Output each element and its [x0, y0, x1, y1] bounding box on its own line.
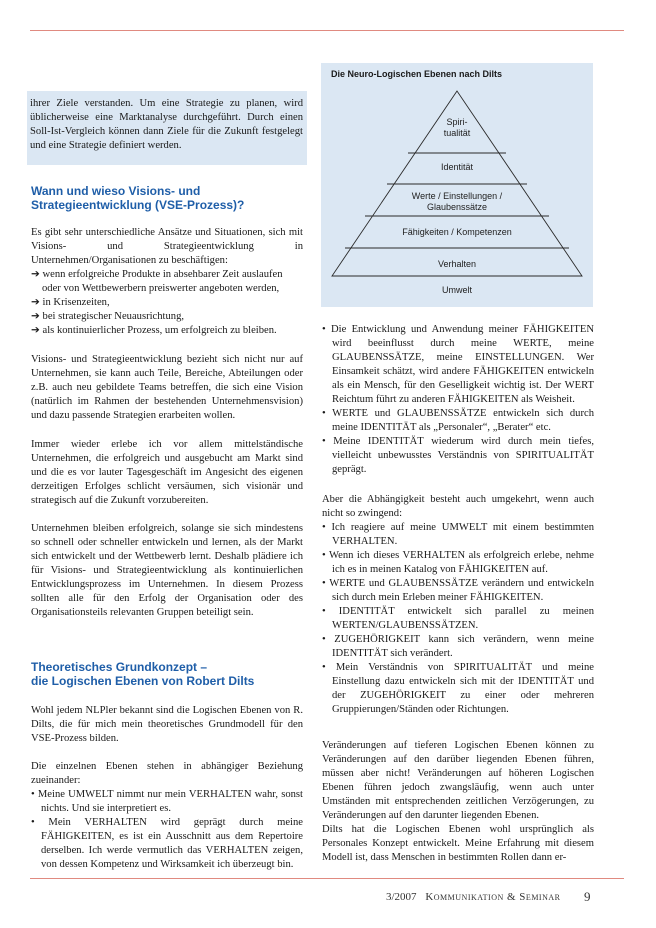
list-item: • Meine IDENTITÄT wiederum wird durch mein tiefes, vielleicht unbewusstes Verständnis von SPIRITUALITÄT geprägt.: [322, 436, 594, 475]
pyramid-diagram: [321, 63, 593, 307]
left-paragraph-3: Immer wieder erlebe ich vor allem mittelständische Unternehmen, die erfolgreich und ausgebucht am Markt sind und die es vor lauter Tagesgeschäft im Angesicht des eigenen derzeitigen Erfolges schlicht versäumen, sich visionär und strategisch auf die Zukunft vorzubereiten.: [31, 439, 303, 506]
left-paragraph-6: Die einzelnen Ebenen stehen in abhängiger Beziehung zueinander:: [31, 761, 303, 786]
pyramid-figure: [321, 63, 593, 307]
heading-dilts: Theoretisches Grundkonzept – die Logischen Ebenen von Robert Dilts: [31, 660, 255, 688]
magazine-name: Kommunikation & Seminar: [425, 891, 561, 903]
list-item: ➔ wenn erfolgreiche Produkte in absehbarer Zeit auslaufen: [31, 269, 283, 280]
level-label-faehigkeiten: Fähigkeiten / Kompetenzen: [402, 227, 512, 237]
left-paragraph-2: Visions- und Strategieentwicklung bezieht sich nicht nur auf Unternehmen, sie kann auch Teile, Bereiche, Abteilungen oder z.B. auch neu gebildete Teams betreffen, die sich eine Vision (natürlich im Rahmen der bestehenden Unternehmensvision) und dazu passende Strategien erarbeiten wollen.: [31, 354, 303, 421]
right-paragraph-3: Dilts hat die Logischen Ebenen wohl ursprünglich als Personales Konzept entwickelt. Meine Erfahrung mit diesem Modell ist, dass Menschen in bestimmten Rollen dann er-: [322, 824, 594, 863]
list-item: • Meine UMWELT nimmt nur mein VERHALTEN wahr, sonst nichts. Und sie interpretiert es.: [31, 789, 303, 814]
highlight-box: [27, 91, 307, 165]
list-item-continuation: oder von Wettbewerbern preiswerter angeboten werden,: [42, 283, 280, 294]
list-item: ➔ als kontinuierlicher Prozess, um erfolgreich zu bleiben.: [31, 325, 277, 336]
top-rule: [30, 30, 624, 31]
footer: [386, 891, 560, 903]
list-item: ➔ bei strategischer Neuausrichtung,: [31, 311, 185, 322]
left-paragraph-5: Wohl jedem NLPler bekannt sind die Logischen Ebenen von R. Dilts, die für mich mein theoretisches Grundmodell für den VSE-Prozess bilden.: [31, 705, 303, 744]
level-label-spiritualitaet: Spiri- tualität: [443, 117, 471, 138]
list-item: • Die Entwicklung und Anwendung meiner FÄHIGKEITEN wird beeinflusst durch meine WERTE, meine GLAUBENSSÄTZE, meine EINSTELLUNGEN. Wer Einsamkeit schätzt, wird andere FÄHIGKEITEN entwickeln als ein Mensch, für den Geselligkeit wichtig ist. Der WERT Reichtum führt zu anderen FÄHIGKEITEN als Weisheit.: [322, 324, 594, 405]
list-item: • WERTE und GLAUBENSSÄTZE entwickeln sich durch meine IDENTITÄT als „Personaler“, „Berater“ etc.: [322, 408, 594, 433]
right-paragraph-1: Aber die Abhängigkeit besteht auch umgekehrt, wenn auch nicht so zwingend:: [322, 494, 594, 519]
page-number: 9: [584, 889, 591, 904]
paragraph: Es gibt sehr unterschiedliche Ansätze und Situationen, sich mit Visions- und Strategieentwicklung in Unternehmen/Organisationen zu beschäftigen:: [31, 227, 303, 266]
right-bullet-list-1: [322, 323, 594, 477]
figure-title: Die Neuro-Logischen Ebenen nach Dilts: [331, 69, 503, 79]
list-item: ➔ in Krisenzeiten,: [31, 297, 110, 308]
level-label-umwelt: Umwelt: [441, 285, 472, 295]
heading-vse: Wann und wieso Visions- und Strategieentwicklung (VSE-Prozess)?: [31, 184, 245, 212]
list-item: • Mein Verständnis von SPIRITUALITÄT und meine Einstellung dazu entwickeln sich mit der IDENTITÄT und der ZUGEHÖRIGKEIT zu einer oder mehreren Gruppierungen/Ständen oder Richtungen.: [322, 662, 594, 715]
level-label-verhalten: Verhalten: [437, 259, 477, 269]
left-bullet-list: [31, 788, 303, 872]
bottom-rule: [30, 878, 624, 879]
list-item: • IDENTITÄT entwickelt sich parallel zu meinen WERTEN/GLAUBENSSÄTZEN.: [322, 606, 594, 631]
arrow-list: [31, 268, 303, 338]
left-paragraph-4: Unternehmen bleiben erfolgreich, solange sie sich mindestens so schnell oder schneller entwickeln und lernen, als der Markt sich entwickelt und der Wettbewerb lernt. Deshalb plädiere ich für Visions- und Strategieentwicklung als kontinuierlichen Entwicklungsprozess im Unternehmen. In diesem Prozess sollten alle für den Erfolg der Organisation oder des Organisationsteils relevanten Gruppen beteiligt sein.: [31, 523, 303, 618]
list-item: • Mein VERHALTEN wird geprägt durch meine FÄHIGKEITEN, es ist ein Ausschnitt aus dem Repertoire derselben. Ich werde vermutlich das VERHALTEN zeigen, von dessen Kompetenz und Wirksamkeit ich überzeugt bin.: [31, 817, 303, 870]
box-text: ihrer Ziele verstanden. Um eine Strategie zu planen, wird üblicherweise eine Marktanalyse durchgeführt. Durch einen Soll-Ist-Vergleich können dann Ziele für die Zukunft festgelegt und eine Strategie definiert werden.: [30, 98, 303, 151]
right-bullet-list-2: [322, 521, 594, 717]
list-item: • Ich reagiere auf meine UMWELT mit einem bestimmten VERHALTEN.: [322, 522, 594, 547]
list-item: • WERTE und GLAUBENSSÄTZE verändern und entwickeln sich durch mein Erleben meiner FÄHIGKEITEN.: [322, 578, 594, 603]
list-item: • ZUGEHÖRIGKEIT kann sich verändern, wenn meine IDENTITÄT sich verändert.: [322, 634, 594, 659]
issue-number: 3/2007: [386, 891, 417, 903]
level-label-identitaet: Identität: [440, 162, 474, 172]
right-paragraph-2: Veränderungen auf tieferen Logischen Ebenen können zu Veränderungen auf den darüber liegenden Ebenen führen, müssen aber nicht! Veränderungen auf höheren Logischen Ebenen führen jedoch zwangsläufig, wenn auch unter Umständen mit entsprechenden zeitlichen Verzögerungen, zu Veränderungen auf den darunter liegenden Ebenen.: [322, 740, 594, 821]
left-text-1: [31, 226, 303, 338]
level-label-werte: Werte / Einstellungen / Glaubenssätze: [411, 191, 503, 212]
list-item: • Wenn ich dieses VERHALTEN als erfolgreich erlebe, nehme ich es in meinen Katalog von FÄHIGKEITEN auf.: [322, 550, 594, 575]
